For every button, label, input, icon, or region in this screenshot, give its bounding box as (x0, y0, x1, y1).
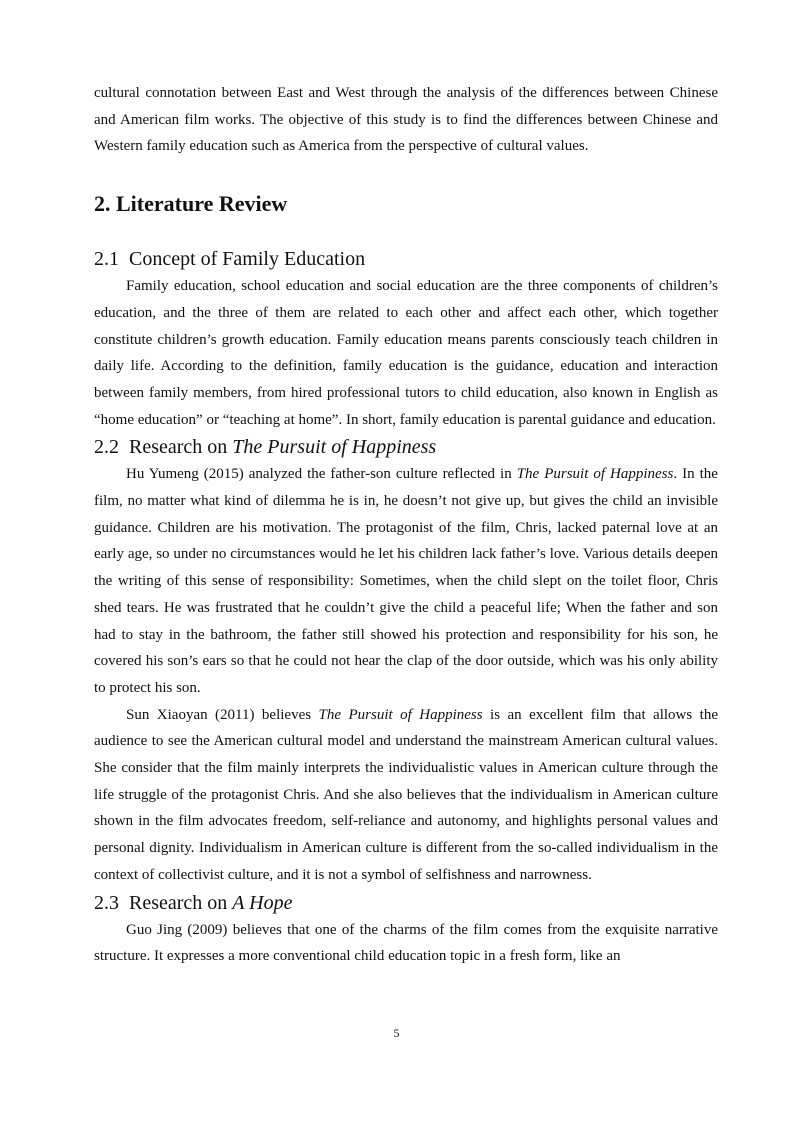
paragraph-text: Hu Yumeng (2015) analyzed the father-son culture reflected in (126, 466, 517, 483)
section-number: 2.3 (94, 891, 119, 914)
section-heading-2-3 (94, 889, 718, 917)
section-number: 2.2 (94, 436, 119, 459)
chapter-number: 2. (94, 191, 111, 217)
paragraph-text: is an excellent film that allows the audience to see the American cultural model and understand the mainstream American cultural values. She consider that the film mainly interprets the individualistic values in American culture through the life struggle of the protagonist Chris. And she also believes that the individualism in American culture shown in the film advocates freedom, self-reliance and autonomy, and highlights personal values and personal dignity. Individualism in American culture is different from the so-called individualism in the context of collectivist culture, and it is not a symbol of selfishness and narrowness. (94, 706, 718, 883)
section-2-2-paragraph-1 (94, 461, 718, 701)
intro-paragraph: cultural connotation between East and West through the analysis of the differences between Chinese and American film works. The objective of this study is to find the differences between Chinese and Western family education such as America from the perspective of cultural values. (94, 85, 718, 155)
chapter-heading (94, 190, 718, 218)
section-2-3-paragraph: Guo Jing (2009) believes that one of the charms of the film comes from the exquisite narrative structure. It expresses a more conventional child education topic in a fresh form, like an (94, 921, 718, 965)
section-title-prefix: Research on (129, 891, 233, 914)
section-title-italic: The Pursuit of Happiness (232, 436, 437, 459)
section-heading-2-1 (94, 245, 718, 273)
chapter-title: Literature Review (116, 191, 288, 217)
section-title: Concept of Family Education (129, 248, 366, 271)
section-heading-2-2 (94, 433, 718, 461)
film-title: The Pursuit of Happiness (516, 466, 674, 483)
section-2-1-paragraph: Family education, school education and social education are the three components of children’s education, and the three of them are related to each other and affect each other, which together constitute children’s growth education. Family education means parents consciously teach children in daily life. According to the definition, family education is the guidance, education and interaction between family members, from hired professional tutors to child education, also known in English as “home education” or “teaching at home”. In short, family education is parental guidance and education. (94, 278, 718, 428)
section-title-prefix: Research on (129, 436, 233, 459)
paragraph-text: Sun Xiaoyan (2011) believes (126, 706, 319, 723)
section-number: 2.1 (94, 248, 119, 271)
paragraph-text: . In the film, no matter what kind of dilemma he is in, he doesn’t not give up, but gives the child an invisible guidance. Children are his motivation. The protagonist of the film, Chris, lacked paternal love at an early age, so under no circumstances would he let his children lack father’s love. Various details deepen the writing of this sense of responsibility: Sometimes, when the child slept on the toilet floor, Chris shed tears. He was frustrated that he couldn’t give the child a peaceful life; When the father and son had to stay in the bathroom, the father still showed his protection and responsibility for his son, he covered his son’s ears so that he could not hear the clap of the door outside, which was his only ability to protect his son. (94, 466, 718, 696)
page-number: 5 (393, 1026, 400, 1040)
section-2-2-paragraph-2 (94, 702, 718, 889)
section-title-italic: A Hope (232, 891, 293, 914)
page-content (94, 80, 718, 970)
film-title: The Pursuit of Happiness (318, 706, 483, 723)
